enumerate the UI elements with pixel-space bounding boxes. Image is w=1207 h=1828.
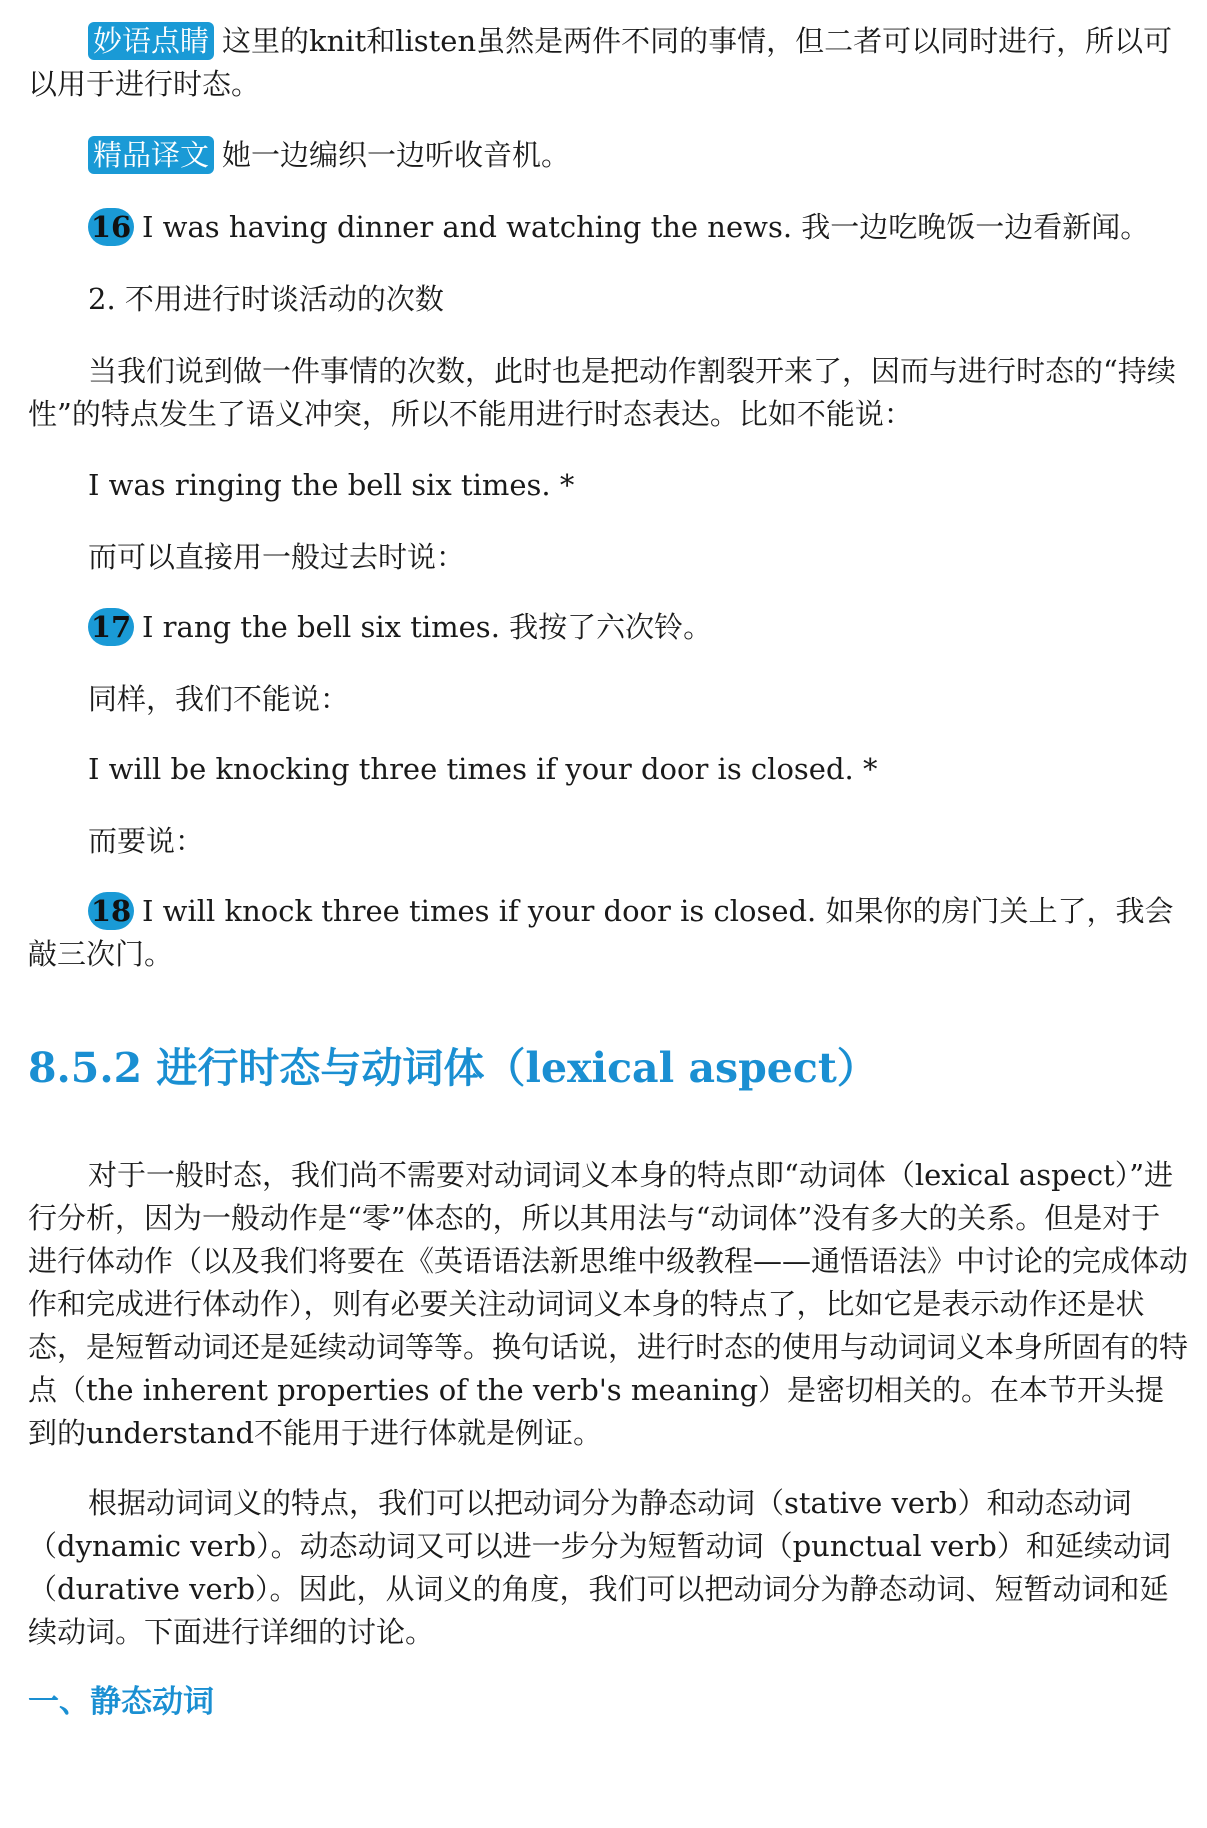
- example-number-badge: 18: [88, 892, 134, 930]
- translation-tag: 精品译文: [88, 136, 214, 174]
- wrong-example-2: I will be knocking three times if your door is closed. *: [88, 752, 878, 786]
- body-paragraph-1: 当我们说到做一件事情的次数，此时也是把动作割裂开来了，因而与进行时态的“持续性”的特点发生了语义冲突，所以不能用进行时态表达。比如不能说：: [28, 354, 1176, 431]
- wrong-example-1: I was ringing the bell six times. *: [88, 468, 575, 502]
- example-text: I rang the bell six times. 我按了六次铃。: [142, 610, 713, 644]
- example-text: I will knock three times if your door is closed. 如果你的房门关上了，我会敲三次门。: [28, 894, 1174, 971]
- translation-paragraph: [28, 134, 1188, 177]
- translation-text: 她一边编织一边听收音机。: [222, 138, 571, 172]
- example-17: [28, 606, 1188, 649]
- example-text: I was having dinner and watching the news. 我一边吃晚饭一边看新闻。: [142, 210, 1150, 244]
- section-point-2: 2. 不用进行时谈活动的次数: [88, 282, 444, 316]
- body-line-1: 而可以直接用一般过去时说：: [88, 540, 466, 574]
- body-line-3: 而要说：: [88, 824, 205, 858]
- section-heading: 8.5.2 进行时态与动词体（lexical aspect）: [28, 1044, 878, 1092]
- body-paragraph-2: 对于一般时态，我们尚不需要对动词词义本身的特点即“动词体（lexical aspect）”进行分析，因为一般动作是“零”体态的，所以其用法与“动词体”没有多大的关系。但是对于进行体动作（以及我们将要在《英语语法新思维中级教程——通悟语法》中讨论的完成体动作和完成进行体动作），则有必要关注动词词义本身的特点了，比如它是表示动作还是状态，是短暂动词还是延续动词等等。换句话说，进行时态的使用与动词词义本身所固有的特点（the inherent properties of the verb's meaning）是密切相关的。在本节开头提到的understand不能用于进行体就是例证。: [28, 1158, 1189, 1450]
- example-number-badge: 17: [88, 608, 134, 646]
- tip-tag: 妙语点睛: [88, 22, 214, 60]
- example-number-badge: 16: [88, 208, 134, 246]
- tip-text: 这里的knit和listen虽然是两件不同的事情，但二者可以同时进行，所以可以用于进行时态。: [28, 24, 1173, 101]
- body-paragraph-3: 根据动词词义的特点，我们可以把动词分为静态动词（stative verb）和动态动词（dynamic verb）。动态动词又可以进一步分为短暂动词（punctual verb）和延续动词（durative verb）。因此，从词义的角度，我们可以把动词分为静态动词、短暂动词和延续动词。下面进行详细的讨论。: [28, 1486, 1171, 1649]
- body-line-2: 同样，我们不能说：: [88, 682, 350, 716]
- tip-paragraph: [28, 20, 1188, 106]
- example-16: [28, 206, 1188, 249]
- subsection-heading: 一、静态动词: [28, 1684, 214, 1720]
- example-18: [28, 890, 1188, 976]
